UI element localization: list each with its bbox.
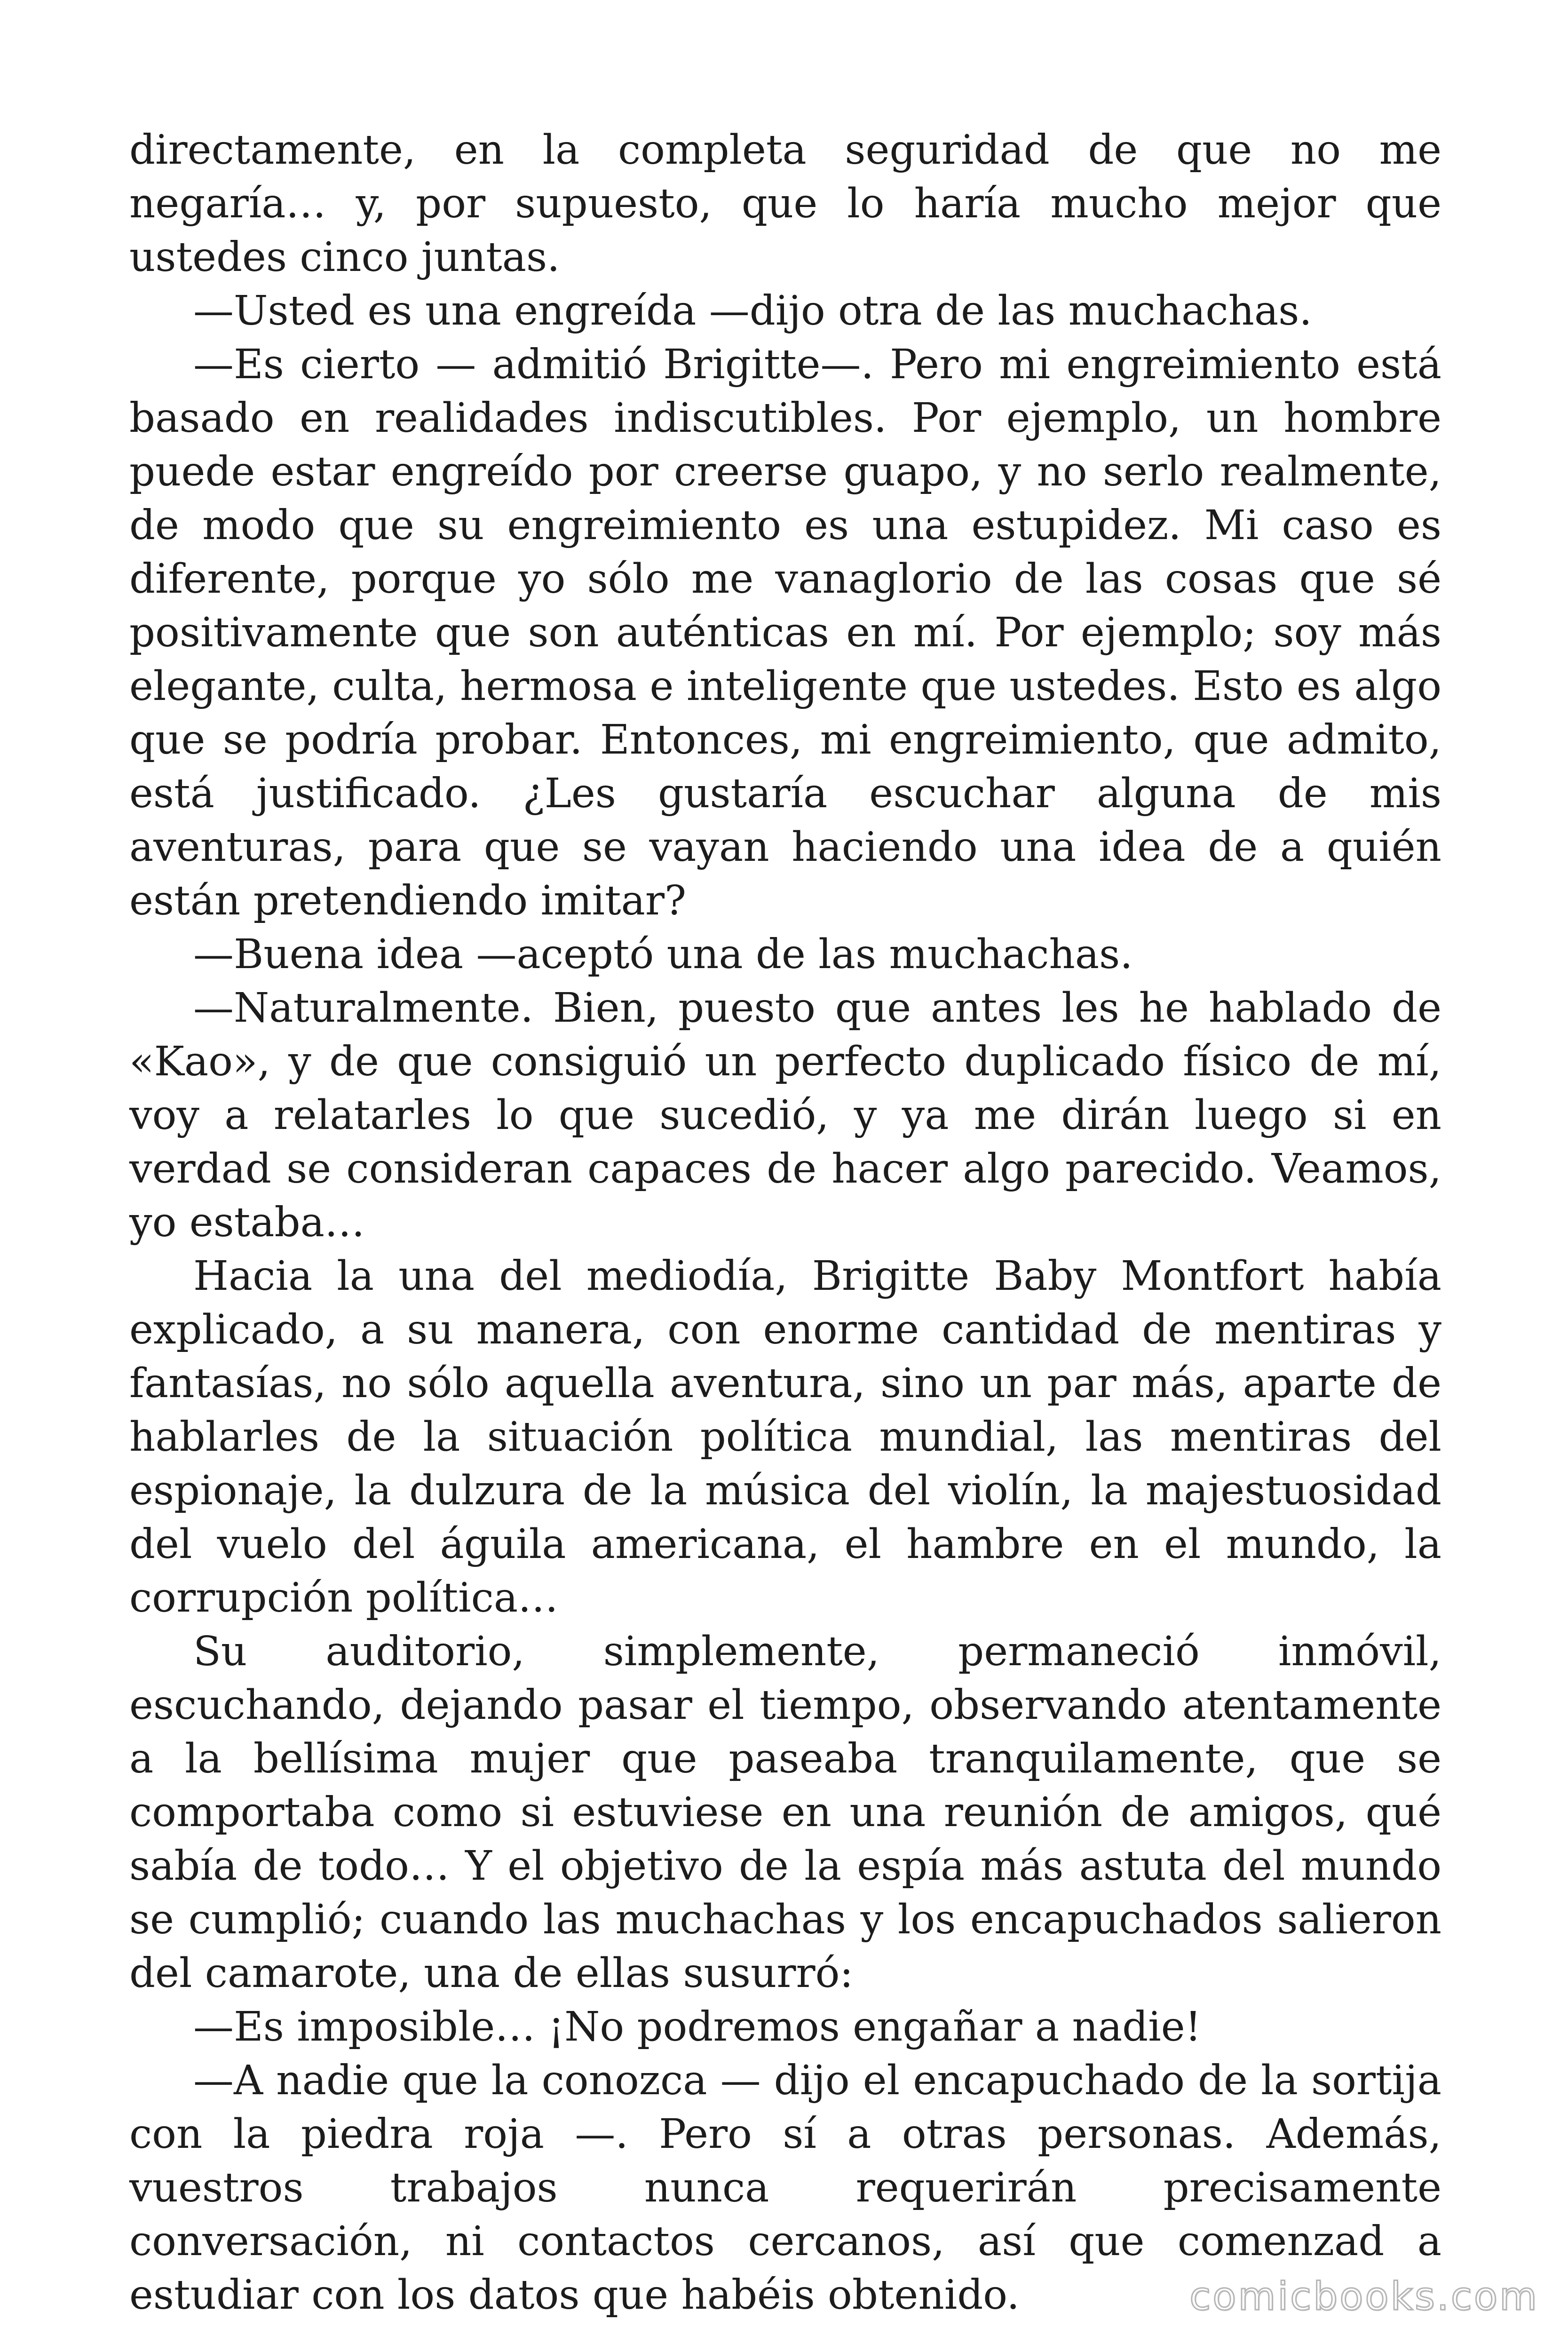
paragraph-dialogue: —Es cierto — admitió Brigitte—. Pero mi engreimiento está basado en realidades indiscutibles. Por ejemplo, un hombre puede estar engreído por creerse guapo, y no serlo realmente, de modo que su engreimiento es una estupidez. Mi caso es diferente, porque yo sólo me vanaglorio de las cosas que sé positivamente que son auténticas en mí. Por ejemplo; soy más elegante, culta, hermosa e inteligente que ustedes. Esto es algo que se podría probar. Entonces, mi engreimiento, que admito, está justificado. ¿Les gustaría escuchar alguna de mis aventuras, para que se vayan haciendo una idea de a quién están pretendiendo imitar?	[129, 341, 1441, 924]
paragraph-dialogue: —Usted es una engreída —dijo otra de las muchachas.	[193, 287, 1312, 334]
paragraph-dialogue: —Es imposible… ¡No podremos engañar a nadie!	[193, 2003, 1202, 2050]
watermark-logo: comicbooks.com	[1189, 2274, 1539, 2319]
paragraph-narration: Hacia la una del mediodía, Brigitte Baby Montfort había explicado, a su manera, con enorme cantidad de mentiras y fantasías, no sólo aquella aventura, sino un par más, aparte de hablarles de la situación política mundial, las mentiras del espionaje, la dulzura de la música del violín, la majestuosidad del vuelo del águila americana, el hambre en el mundo, la corrupción política…	[129, 1253, 1441, 1621]
paragraph-continuation: directamente, en la completa seguridad de que no me negaría… y, por supuesto, que lo haría mucho mejor que ustedes cinco juntas.	[129, 127, 1441, 281]
paragraph-narration: Su auditorio, simplemente, permaneció inmóvil, escuchando, dejando pasar el tiempo, observando atentamente a la bellísima mujer que paseaba tranquilamente, que se comportaba como si estuviese en una reunión de amigos, qué sabía de todo… Y el objetivo de la espía más astuta del mundo se cumplió; cuando las muchachas y los encapuchados salieron del camarote, una de ellas susurró:	[129, 1628, 1441, 1997]
book-page-text	[129, 123, 1441, 2322]
paragraph-dialogue: —Naturalmente. Bien, puesto que antes les he hablado de «Kao», y de que consiguió un perfecto duplicado físico de mí, voy a relatarles lo que sucedió, y ya me dirán luego si en verdad se consideran capaces de hacer algo parecido. Veamos, yo estaba…	[129, 985, 1441, 1246]
paragraph-dialogue: —Buena idea —aceptó una de las muchachas.	[193, 931, 1133, 978]
paragraph-dialogue: —A nadie que la conozca — dijo el encapuchado de la sortija con la piedra roja —. Pero sí a otras personas. Además, vuestros trabajos nunca requerirán precisamente conversación, ni contactos cercanos, así que comenzad a estudiar con los datos que habéis obtenido.	[129, 2057, 1441, 2319]
